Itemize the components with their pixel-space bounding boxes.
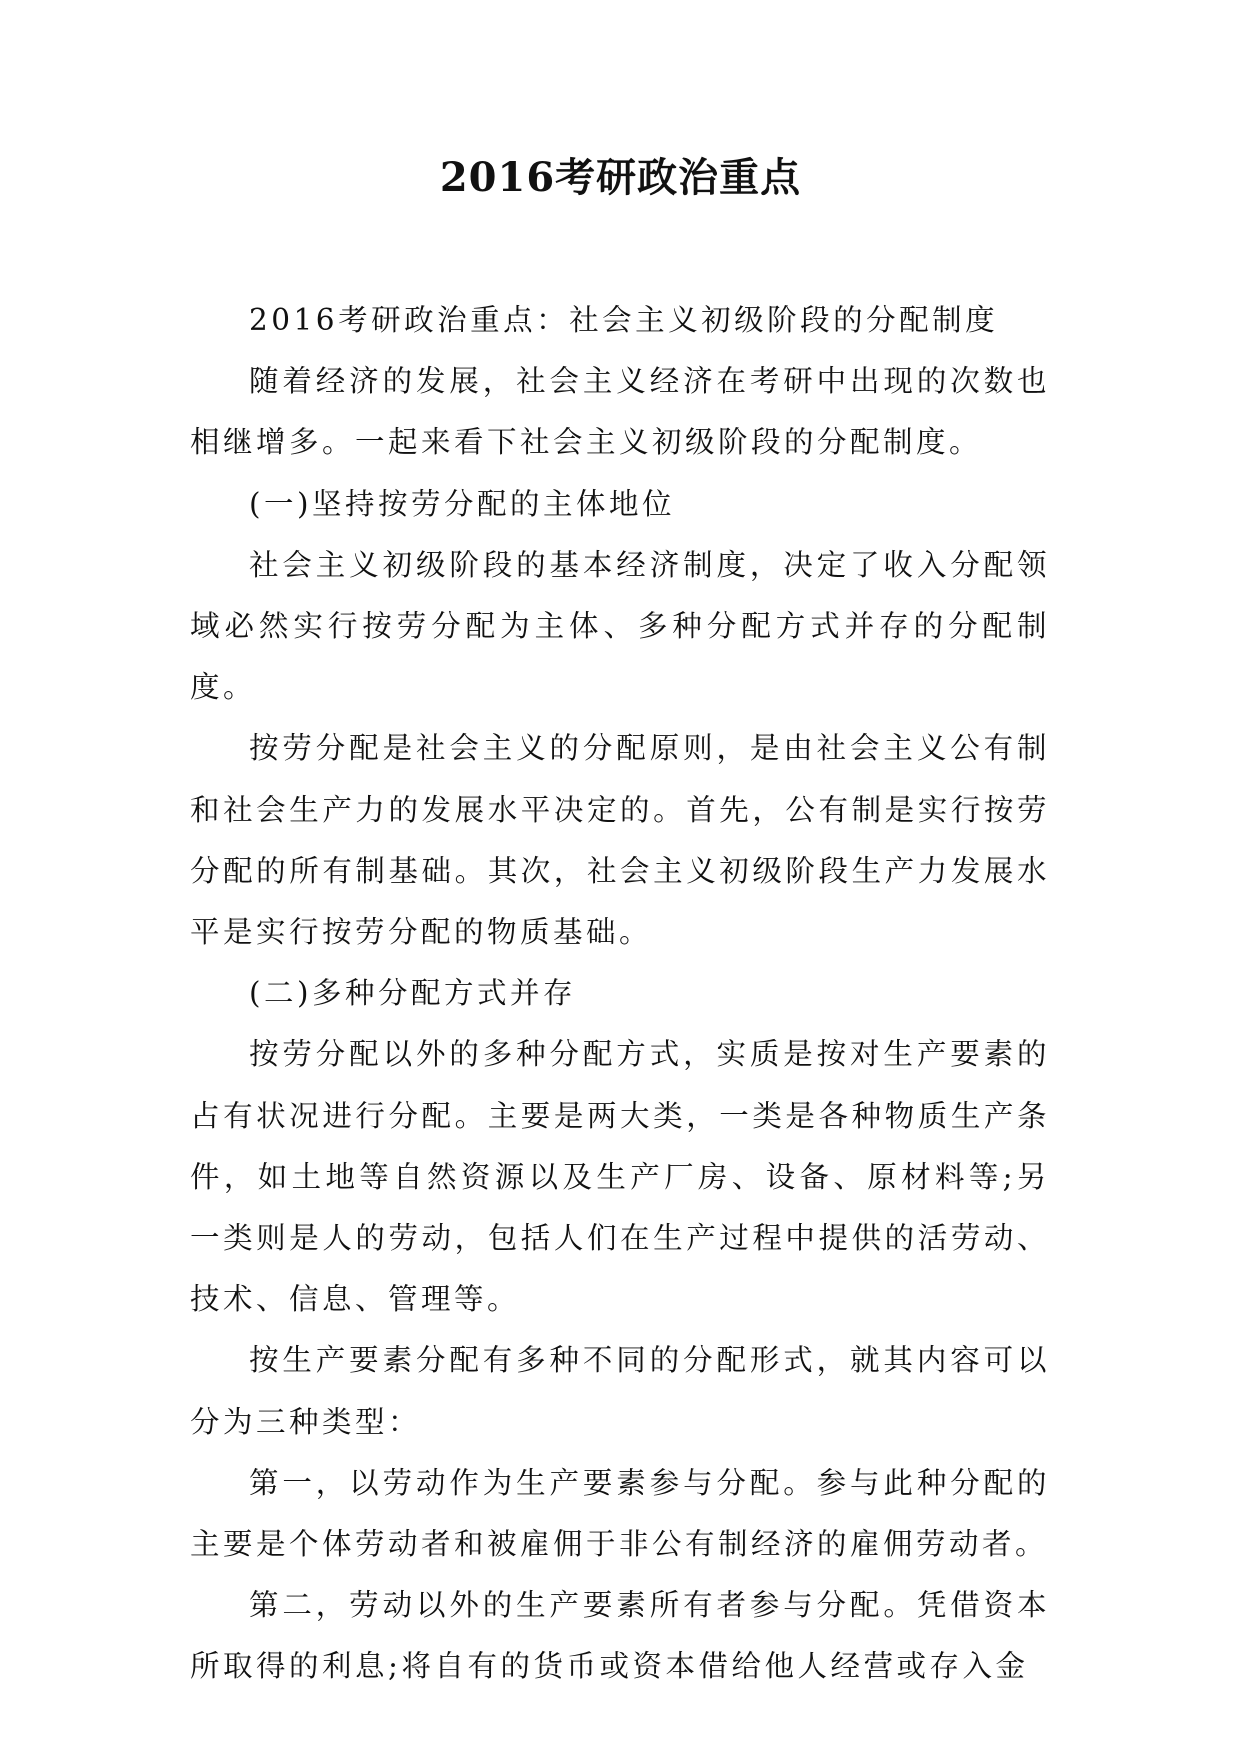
paragraph: 按生产要素分配有多种不同的分配形式，就其内容可以分为三种类型： — [190, 1343, 1050, 1439]
paragraph: 第一，以劳动作为生产要素参与分配。参与此种分配的主要是个体劳动者和被雇佣于非公有制经济的雇佣劳动者。 — [190, 1465, 1050, 1562]
paragraph: 随着经济的发展，社会主义经济在考研中出现的次数也相继增多。一起来看下社会主义初级阶段的分配制度。 — [190, 364, 1050, 460]
paragraph: 第二，劳动以外的生产要素所有者参与分配。凭借资本所取得的利息;将自有的货币或资本借给他人经营或存入金 — [190, 1588, 1050, 1684]
paragraph: 按劳分配以外的多种分配方式，实质是按对生产要素的占有状况进行分配。主要是两大类，一类是各种物质生产条件，如土地等自然资源以及生产厂房、设备、原材料等;另一类则是人的劳动，包括人们在生产过程中提供的活劳动、技术、信息、管理等。 — [190, 1037, 1050, 1317]
section-heading: (一)坚持按劳分配的主体地位 — [249, 486, 676, 521]
paragraph: 社会主义初级阶段的基本经济制度，决定了收入分配领域必然实行按劳分配为主体、多种分配方式并存的分配制度。 — [190, 547, 1050, 705]
paragraph-subtitle: 2016考研政治重点：社会主义初级阶段的分配制度 — [249, 303, 999, 337]
document-body — [190, 290, 1050, 1698]
section-heading: (二)多种分配方式并存 — [249, 976, 577, 1011]
document-title: 2016考研政治重点 — [439, 154, 802, 201]
paragraph: 按劳分配是社会主义的分配原则，是由社会主义公有制和社会生产力的发展水平决定的。首先，公有制是实行按劳分配的所有制基础。其次，社会主义初级阶段生产力发展水平是实行按劳分配的物质基础。 — [190, 731, 1050, 950]
